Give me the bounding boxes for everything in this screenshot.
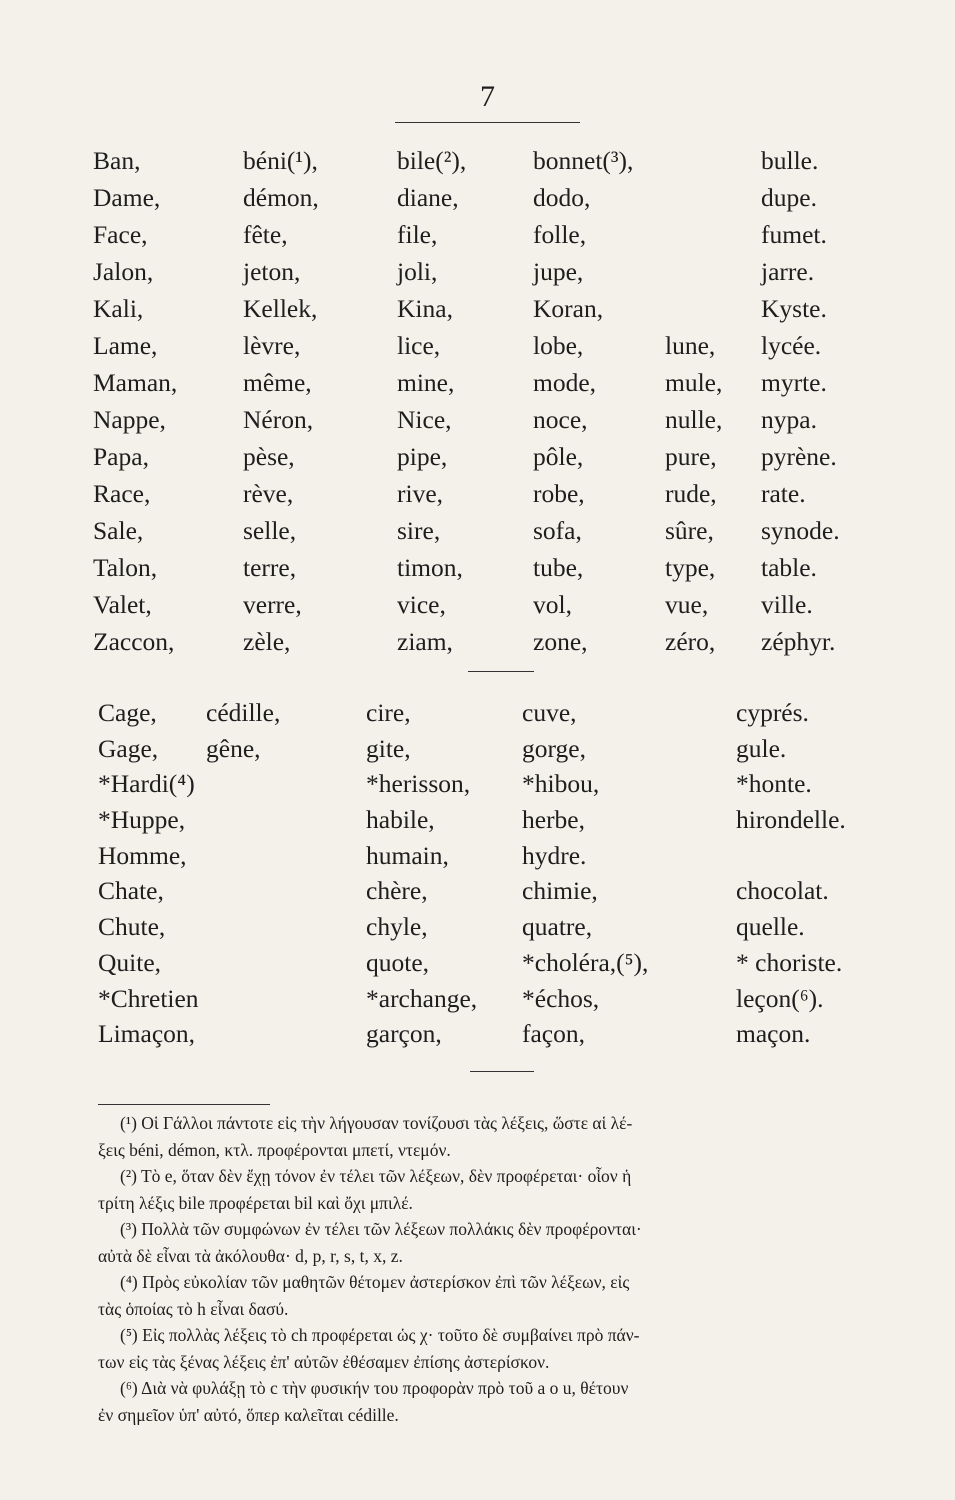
word-cell: bile(²), xyxy=(397,146,467,175)
word-cell: Maman, xyxy=(93,368,178,397)
word-cell: garçon, xyxy=(366,1019,442,1049)
word-cell: lycée. xyxy=(761,331,822,360)
footnote-line: (²) Τὸ e, ὅταν δὲν ἔχῃ τόνον ἐν τέλει τῶν λέξεων, δὲν προφέρεται· οἷον ἡ xyxy=(120,1166,632,1186)
word-cell: rive, xyxy=(397,479,444,508)
word-cell: table. xyxy=(761,553,817,582)
word-cell: nypa. xyxy=(761,405,817,434)
footnote-4 xyxy=(98,1269,888,1322)
word-cell: tube, xyxy=(533,553,584,582)
word-cell: Face, xyxy=(93,220,148,249)
word-cell: herbe, xyxy=(522,805,586,835)
word-cell: pipe, xyxy=(397,442,448,471)
word-cell: Nappe, xyxy=(93,405,166,434)
footnote-line: ἐν σημεῖον ὑπ' αὐτό, ὅπερ καλεῖται cédille. xyxy=(98,1404,399,1425)
word-cell: Sale, xyxy=(93,516,144,545)
word-cell: nulle, xyxy=(665,405,723,434)
footnote-rule xyxy=(98,1104,270,1105)
word-cell: lobe, xyxy=(533,331,584,360)
word-cell: *honte. xyxy=(736,769,812,799)
word-cell: Papa, xyxy=(93,442,149,471)
word-cell: Lame, xyxy=(93,331,158,360)
word-cell: Nice, xyxy=(397,405,452,434)
word-cell: gite, xyxy=(366,733,411,763)
footnote-5 xyxy=(98,1322,888,1375)
word-cell: chyle, xyxy=(366,912,428,942)
word-cell: fumet. xyxy=(761,220,827,249)
word-cell: Gage, xyxy=(98,733,159,763)
footnote-2 xyxy=(98,1163,888,1216)
word-cell: Néron, xyxy=(243,405,314,434)
footnote-line: ξεις béni, démon, κτλ. προφέρονται μπετί, ντεμόν. xyxy=(98,1139,451,1160)
word-cell: Dame, xyxy=(93,183,161,212)
word-cell: synode. xyxy=(761,516,840,545)
word-cell: rate. xyxy=(761,479,806,508)
footnote-line: τὰς ὁποίας τὸ h εἶναι δασύ. xyxy=(98,1298,289,1319)
word-cell: Limaçon, xyxy=(98,1019,196,1049)
word-cell: gule. xyxy=(736,733,787,763)
word-cell: mine, xyxy=(397,368,455,397)
word-cell: dupe. xyxy=(761,183,817,212)
word-cell: robe, xyxy=(533,479,585,508)
word-cell: joli, xyxy=(397,257,438,286)
word-cell: *choléra,(⁵), xyxy=(522,947,649,977)
word-cell: démon, xyxy=(243,183,319,212)
word-cell: sire, xyxy=(397,516,441,545)
word-cell: pèse, xyxy=(243,442,295,471)
word-cell: Kellek, xyxy=(243,294,318,323)
word-cell: Kyste. xyxy=(761,294,827,323)
word-cell: dodo, xyxy=(533,183,591,212)
word-cell: chère, xyxy=(366,876,428,906)
word-cell: hydre. xyxy=(522,840,587,870)
footnote-line: (⁶) Διὰ νὰ φυλάξῃ τὸ c τὴν φυσικήν του προφορὰν πρὸ τοῦ a o u, θέτουν xyxy=(120,1378,629,1398)
word-cell: gorge, xyxy=(522,733,586,763)
word-cell: vice, xyxy=(397,590,446,619)
word-cell: chocolat. xyxy=(736,876,829,906)
word-cell: timon, xyxy=(397,553,463,582)
footnote-line: (³) Πολλὰ τῶν συμφώνων ἐν τέλει τῶν λέξεων πολλάκις δὲν προφέρονται· xyxy=(120,1219,642,1239)
word-cell: Kina, xyxy=(397,294,453,323)
word-cell: ville. xyxy=(761,590,813,619)
word-cell: lune, xyxy=(665,331,716,360)
word-cell: sûre, xyxy=(665,516,714,545)
word-cell: selle, xyxy=(243,516,297,545)
word-cell: cuve, xyxy=(522,698,577,727)
word-cell: *Hardi(⁴) xyxy=(98,769,195,799)
word-cell: rude, xyxy=(665,479,717,508)
footnote-line: (¹) Οἱ Γάλλοι πάντοτε εἰς τὴν λήγουσαν τονίζουσι τὰς λέξεις, ὥστε αἱ λέ- xyxy=(120,1113,633,1133)
word-cell: zéro, xyxy=(665,627,716,656)
word-cell: leçon(⁶). xyxy=(736,983,824,1013)
word-cell: Zaccon, xyxy=(93,627,175,656)
word-cell: cire, xyxy=(366,698,411,727)
word-cell: même, xyxy=(243,368,312,397)
word-cell: vol, xyxy=(533,590,572,619)
word-cell: ziam, xyxy=(397,627,453,656)
word-cell: jeton, xyxy=(243,257,301,286)
word-cell: type, xyxy=(665,553,716,582)
word-cell: bulle. xyxy=(761,146,819,175)
word-cell: noce, xyxy=(533,405,588,434)
word-cell: Ban, xyxy=(93,146,141,175)
word-cell: zone, xyxy=(533,627,588,656)
word-cell: jarre. xyxy=(761,257,815,286)
section-divider xyxy=(468,671,534,672)
word-cell: quote, xyxy=(366,947,430,977)
footnote-line: αὐτὰ δὲ εἶναι τὰ ἀκόλουθα· d, p, r, s, t, x, z. xyxy=(98,1245,403,1266)
word-cell: Talon, xyxy=(93,553,158,582)
word-cell: folle, xyxy=(533,220,587,249)
footnote-line: τρίτη λέξις bile προφέρεται bil καὶ ὄχι μπιλέ. xyxy=(98,1192,413,1213)
word-cell: pôle, xyxy=(533,442,584,471)
word-cell: lice, xyxy=(397,331,441,360)
word-cell: chimie, xyxy=(522,876,598,906)
word-cell: vue, xyxy=(665,590,709,619)
word-cell: verre, xyxy=(243,590,302,619)
word-cell: Jalon, xyxy=(93,257,154,286)
word-cell: zéphyr. xyxy=(761,627,836,656)
word-cell: humain, xyxy=(366,840,449,870)
section-divider-2 xyxy=(470,1071,534,1072)
word-cell: zèle, xyxy=(243,627,291,656)
footnote-line: των εἰς τὰς ξένας λέξεις ἐπ' αὐτῶν ἐθέσαμεν ἐπίσης ἀστερίσκον. xyxy=(98,1351,550,1372)
word-cell: béni(¹), xyxy=(243,146,318,175)
word-cell: Kali, xyxy=(93,294,144,323)
footnote-1 xyxy=(98,1110,888,1163)
word-cell: Cage, xyxy=(98,698,157,727)
word-cell: terre, xyxy=(243,553,297,582)
word-cell: fête, xyxy=(243,220,288,249)
word-cell: pyrène. xyxy=(761,442,837,471)
word-cell: *Chretien xyxy=(98,983,199,1013)
word-cell: gêne, xyxy=(206,733,261,763)
word-cell: myrte. xyxy=(761,368,827,397)
word-cell: maçon. xyxy=(736,1019,811,1049)
footnotes xyxy=(98,1110,888,1428)
word-cell: *Huppe, xyxy=(98,805,186,835)
footnote-line: (⁴) Πρὸς εὐκολίαν τῶν μαθητῶν θέτομεν ἀστερίσκον ἐπὶ τῶν λέξεων, εἰς xyxy=(120,1272,630,1292)
word-cell: Homme, xyxy=(98,840,187,870)
word-cell: jupe, xyxy=(533,257,584,286)
word-cell: quatre, xyxy=(522,912,593,942)
page-number: 7 xyxy=(480,80,495,113)
word-cell: rève, xyxy=(243,479,294,508)
footnote-line: (⁵) Εἰς πολλὰς λέξεις τὸ ch προφέρεται ὡς χ· τοῦτο δὲ συμβαίνει πρὸ πάν- xyxy=(120,1325,640,1345)
word-cell: cédille, xyxy=(206,698,281,727)
word-cell: Quite, xyxy=(98,947,162,977)
word-cell: Chate, xyxy=(98,876,164,906)
word-cell: Valet, xyxy=(93,590,152,619)
word-cell: *archange, xyxy=(366,983,478,1013)
word-cell: hirondelle. xyxy=(736,805,846,835)
word-cell: *hibou, xyxy=(522,769,600,799)
word-cell: Chute, xyxy=(98,912,166,942)
word-cell: Koran, xyxy=(533,294,604,323)
word-cell: diane, xyxy=(397,183,459,212)
word-cell: façon, xyxy=(522,1019,586,1049)
word-cell: *échos, xyxy=(522,983,600,1013)
word-cell: cyprés. xyxy=(736,698,809,727)
word-cell: mode, xyxy=(533,368,597,397)
word-cell: lèvre, xyxy=(243,331,301,360)
header-rule xyxy=(395,122,580,123)
word-cell: file, xyxy=(397,220,438,249)
word-cell: * choriste. xyxy=(736,947,843,977)
word-cell: quelle. xyxy=(736,912,805,942)
word-cell: bonnet(³), xyxy=(533,146,634,175)
word-cell: pure, xyxy=(665,442,717,471)
word-cell: *herisson, xyxy=(366,769,471,799)
footnote-3 xyxy=(98,1216,888,1269)
word-cell: Race, xyxy=(93,479,151,508)
word-cell: sofa, xyxy=(533,516,582,545)
word-cell: habile, xyxy=(366,805,435,835)
word-cell: mule, xyxy=(665,368,723,397)
footnote-6 xyxy=(98,1375,888,1428)
